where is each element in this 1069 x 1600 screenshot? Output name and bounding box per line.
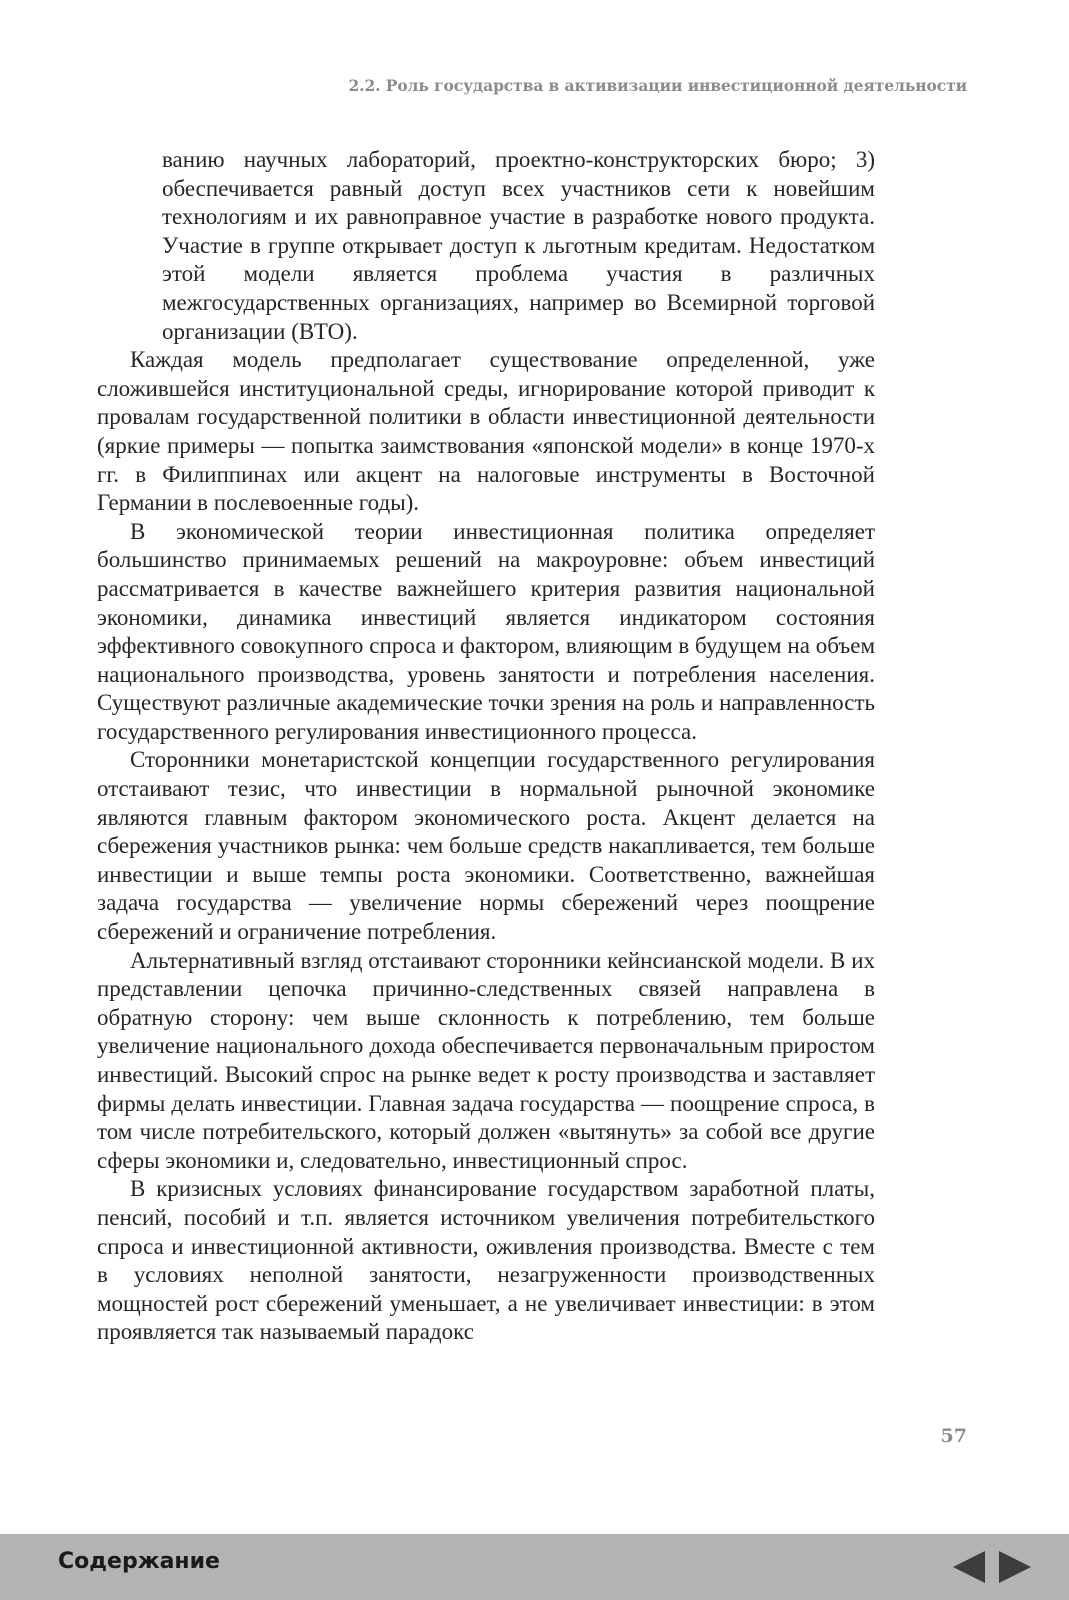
table-of-contents-button[interactable]: Содержание xyxy=(58,1549,220,1574)
paragraph-economic-theory: В экономической теории инвестиционная политика определяет большинство принимаемых решений на макроуровне: объем инвестиций рассматривается в качестве важнейшего критерия развития национальной экономики, динамика инвестиций является индикатором состояния эффективного совокупного спроса и фактором, влияющим в будущем на объем национального производства, уровень занятости и потребления населения. Существуют различные академические точки зрения на роль и направленность государственного регулирования инвестиционного процесса. xyxy=(97,518,875,744)
paragraph-crisis: В кризисных условиях финансирование государством заработной платы, пенсий, пособий и т.п. является источником увеличения потребительсткого спроса и инвестиционной активности, оживления производства. Вместе с тем в условиях неполной занятости, незагруженности производственных мощностей рост сбережений уменьшает, а не увеличивает инвестиции: в этом проявляется так называемый парадокс xyxy=(97,1176,875,1345)
previous-page-icon[interactable] xyxy=(953,1551,985,1583)
body-text xyxy=(97,146,875,1347)
paragraph-keynesian: Альтернативный взгляд отстаивают сторонники кейнсианской модели. В их представлении цепочка причинно-следственных связей направлена в обратную сторону: чем выше склонность к потреблению, тем больше увеличение национального дохода обеспечивается первоначальным приростом инвестиций. Высокий спрос на рынке ведет к росту производства и заставляет фирмы делать инвестиции. Главная задача государства — поощрение спроса, в том числе потребительского, который должен «вытянуть» за собой все другие сферы экономики и, следовательно, инвестиционный спрос. xyxy=(97,947,875,1173)
page-number: 57 xyxy=(940,1425,967,1447)
navigation-bar xyxy=(0,1534,1069,1600)
paragraph-monetarist: Сторонники монетаристской концепции государственного регулирования отстаивают тезис, что инвестиции в нормальной рыночной экономике являются главным фактором экономического роста. Акцент делается на сбережения участников рынка: чем больше средств накапливается, тем больше инвестиции и выше темпы роста экономики. Соответственно, важнейшая задача государства — увеличение нормы сбережений через поощрение сбережений и ограничение потребления. xyxy=(97,747,875,945)
next-page-icon[interactable] xyxy=(999,1551,1031,1583)
running-header: 2.2. Роль государства в активизации инвестиционной деятельности xyxy=(348,76,967,95)
paragraph-institutional-environment: Каждая модель предполагает существование определенной, уже сложившейся институциональной среды, игнорирование которой приводит к провалам государственной политики в области инвестиционной деятельности (яркие примеры — попытка заимствования «японской модели» в конце 1970-х гг. в Филиппинах или акцент на налоговые инструменты в Восточной Германии в послевоенные годы). xyxy=(97,347,875,516)
paragraph-continuation: ванию научных лабораторий, проектно-конструкторских бюро; 3) обеспечивается равный доступ всех участников сети к новейшим технологиям и их равноправное участие в разработке нового продукта. Участие в группе открывает доступ к льготным кредитам. Недостатком этой модели является проблема участия в различных межгосударственных организациях, например во Всемирной торговой организации (ВТО). xyxy=(162,147,875,344)
